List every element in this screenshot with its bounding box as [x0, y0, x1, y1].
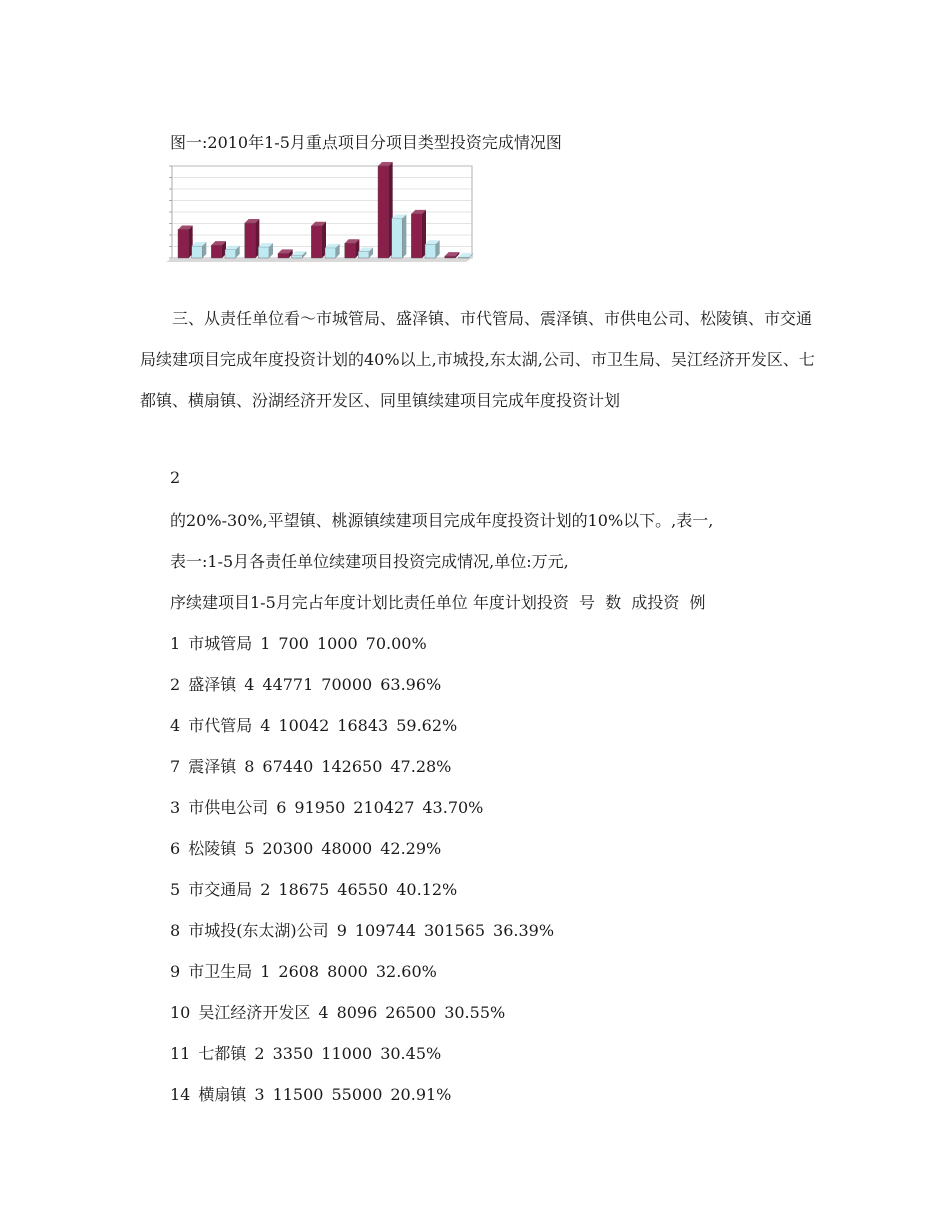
table-row [170, 633, 435, 655]
table-cell-unit: 市城投(东太湖)公司 [188, 921, 329, 940]
section-3-paragraph [140, 298, 816, 421]
table-cell-ratio: 40.12% [396, 880, 458, 899]
table-row [170, 1084, 459, 1106]
table-row [170, 1043, 449, 1065]
bar [378, 166, 389, 258]
bar-chart [140, 154, 480, 280]
table-cell-count: 4 [260, 716, 271, 735]
table-cell-no: 2 [170, 675, 181, 694]
table-cell-no: 1 [170, 634, 181, 653]
bar [311, 226, 322, 258]
table-cell-done: 44771 [262, 675, 314, 694]
table-cell-count: 1 [260, 962, 271, 981]
table-cell-unit: 吴江经济开发区 [198, 1003, 311, 1022]
table-cell-ratio: 20.91% [390, 1085, 452, 1104]
table-cell-unit: 市供电公司 [188, 798, 269, 817]
table-caption: 表一:1-5月各责任单位续建项目投资完成情况,单位:万元, [170, 552, 569, 571]
chart-floor [166, 258, 472, 262]
bar-chart-svg [140, 154, 480, 280]
bar [458, 257, 469, 258]
table-cell-no: 14 [170, 1085, 191, 1104]
table-row [170, 961, 445, 983]
table-cell-no: 7 [170, 757, 181, 776]
table-cell-plan: 210427 [353, 798, 415, 817]
table-cell-unit: 松陵镇 [188, 839, 237, 858]
table-cell-done: 91950 [294, 798, 346, 817]
table-cell-unit: 横扇镇 [198, 1085, 247, 1104]
table-cell-plan: 1000 [316, 634, 358, 653]
table-cell-done: 11500 [272, 1085, 324, 1104]
table-row [170, 756, 459, 778]
table-cell-no: 10 [170, 1003, 191, 1022]
table-cell-plan: 26500 [385, 1003, 437, 1022]
table-cell-ratio: 70.00% [365, 634, 427, 653]
table-header: 序续建项目1-5月完占年度计划比责任单位 年度计划投资 号 数 成投资 例 [170, 593, 706, 612]
table-row [170, 715, 465, 737]
table-cell-ratio: 43.70% [422, 798, 484, 817]
table-cell-ratio: 47.28% [390, 757, 452, 776]
page-number: 2 [170, 468, 181, 487]
table-cell-count: 4 [244, 675, 255, 694]
table-cell-plan: 8000 [327, 962, 368, 981]
bar [278, 253, 289, 258]
table-cell-count: 9 [336, 921, 347, 940]
table-cell-done: 3350 [272, 1044, 314, 1063]
table-cell-count: 4 [318, 1003, 329, 1022]
table-cell-unit: 七都镇 [198, 1044, 247, 1063]
table-cell-ratio: 30.45% [380, 1044, 442, 1063]
bar [225, 250, 236, 258]
table-cell-unit: 市卫生局 [188, 962, 253, 981]
table-cell-done: 18675 [278, 880, 330, 899]
table-cell-count: 6 [276, 798, 287, 817]
table-cell-no: 9 [170, 962, 181, 981]
table-cell-count: 3 [254, 1085, 265, 1104]
table-cell-no: 3 [170, 798, 181, 817]
bar [258, 247, 269, 258]
table-cell-plan: 16843 [337, 716, 389, 735]
table-cell-done: 8096 [336, 1003, 378, 1022]
table-cell-unit: 市城管局 [188, 634, 253, 653]
table-cell-count: 2 [254, 1044, 265, 1063]
table-cell-count: 1 [260, 634, 271, 653]
table-cell-no: 11 [170, 1044, 191, 1063]
table-cell-unit: 市交通局 [188, 880, 253, 899]
bar-side [402, 214, 406, 258]
table-cell-plan: 70000 [321, 675, 373, 694]
table-cell-plan: 46550 [337, 880, 389, 899]
bar [292, 255, 303, 258]
section-3-text: 三、从责任单位看～市城管局、盛泽镇、市代管局、震泽镇、市供电公司、松陵镇、市交通局续建项目完成年度投资计划的40%以上,市城投,东太湖,公司、市卫生局、吴江经济开发区、七都镇、横扇镇、汾湖经济开发区、同里镇续建项目完成年度投资计划 [140, 309, 815, 410]
bar [358, 252, 369, 258]
table-cell-done: 109744 [354, 921, 416, 940]
table-cell-plan: 301565 [423, 921, 486, 940]
table-cell-done: 700 [278, 634, 309, 653]
table-cell-plan: 11000 [321, 1044, 373, 1063]
table-cell-no: 4 [170, 716, 181, 735]
table-cell-ratio: 63.96% [380, 675, 442, 694]
table-cell-ratio: 59.62% [396, 716, 458, 735]
table-cell-plan: 142650 [321, 757, 383, 776]
table-cell-ratio: 32.60% [375, 962, 437, 981]
table-cell-ratio: 36.39% [493, 921, 555, 940]
table-cell-done: 10042 [278, 716, 330, 735]
table-row [170, 797, 491, 819]
table-row [170, 879, 465, 901]
bar [445, 256, 456, 258]
bar [411, 214, 422, 258]
bar [425, 244, 436, 258]
table-cell-no: 6 [170, 839, 181, 858]
table-cell-unit: 盛泽镇 [188, 675, 237, 694]
bar [345, 243, 356, 258]
table-row [170, 838, 449, 860]
bar [392, 218, 403, 258]
table-cell-count: 2 [260, 880, 271, 899]
bar [192, 246, 203, 258]
bar [245, 223, 256, 258]
bar [178, 229, 189, 258]
table-cell-plan: 48000 [321, 839, 373, 858]
table-cell-no: 5 [170, 880, 181, 899]
table-row [170, 1002, 513, 1024]
table-cell-unit: 震泽镇 [188, 757, 237, 776]
table-row [170, 920, 562, 942]
table-row [170, 674, 449, 696]
table-cell-done: 20300 [262, 839, 314, 858]
table-cell-count: 8 [244, 757, 255, 776]
table-cell-ratio: 30.55% [444, 1003, 506, 1022]
table-cell-plan: 55000 [331, 1085, 383, 1104]
figure-caption: 图一:2010年1-5月重点项目分项目类型投资完成情况图 [170, 133, 562, 152]
table-cell-no: 8 [170, 921, 181, 940]
table-cell-ratio: 42.29% [380, 839, 442, 858]
table-cell-count: 5 [244, 839, 255, 858]
bar [325, 248, 336, 258]
table-cell-unit: 市代管局 [188, 716, 253, 735]
table-cell-done: 67440 [262, 757, 314, 776]
table-cell-done: 2608 [278, 962, 320, 981]
continued-text: 的20%-30%,平望镇、桃源镇续建项目完成年度投资计划的10%以下。,表一, [170, 511, 714, 530]
bar [211, 245, 222, 258]
